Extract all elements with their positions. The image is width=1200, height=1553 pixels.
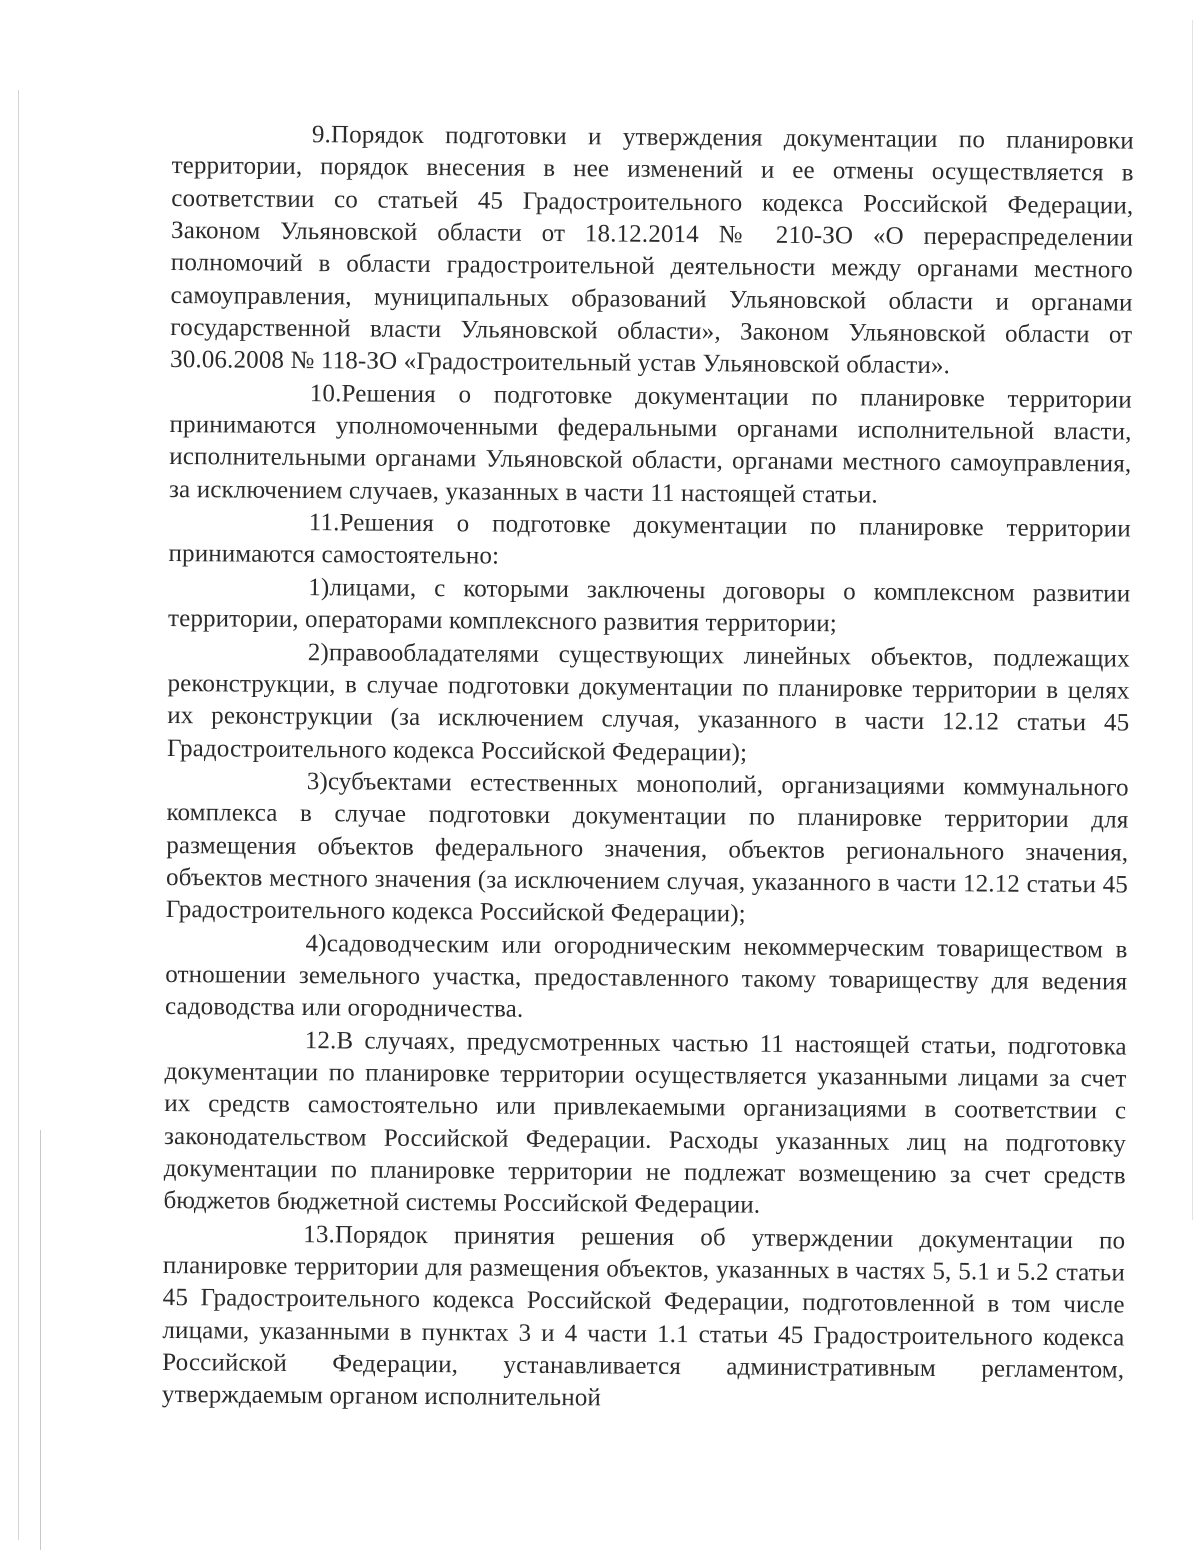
paragraph-10: [169, 377, 1132, 514]
list-item-text: садоводческим или огородническим некоммерческим товариществом в отношении земельного участка, предоставленного такому товариществу для ведения садоводства или огородничества.: [164, 929, 1128, 1024]
paragraph-text: В случаях, предусмотренных частью 11 настоящей статьи, подготовка документации по планировке территории осуществляется указанными лицами за счет их средств самостоятельно или привлекаемыми организациями в соответствии с законодательством Российской Федерации. Расходы указанных лиц на подготовку документации по планировке территории не подлежат возмещению за счет средств бюджетов бюджетной системы Российской Федерации.: [163, 1026, 1127, 1219]
paragraph-12: [163, 1024, 1126, 1226]
paragraph-9: [170, 118, 1134, 384]
list-item-text: лицами, с которыми заключены договоры о комплексном развитии территории, операторами комплексного развития территории;: [167, 574, 1131, 638]
paragraph-text: Порядок принятия решения об утверждении документации по планировке территории для размещения объектов, указанных в частях 5, 5.1 и 5.2 статьи 45 Градостроительного кодекса Российской Федерации, подготовленной в том числе лицами, указанными в пунктах 3 и 4 части 1.1 статьи 45 Градостроительного кодекса Российской Федерации, устанавливается административным регламентом, утверждаемым органом исполнительной: [161, 1221, 1126, 1412]
list-item-11-2: [167, 635, 1130, 772]
scan-edge-line: [18, 90, 19, 1540]
list-item-number: 2): [307, 638, 330, 666]
list-item-number: 3): [306, 767, 329, 796]
list-item-text: правообладателями существующих линейных объектов, подлежащих реконструкции, в случае подготовки документации по планировке территории в целях их реконструкции (за исключением случая, указанного в части 12.12 статьи 45 Градостроительного кодекса Российской Федерации);: [166, 638, 1130, 767]
paragraph-text: Порядок подготовки и утверждения документации по планировки территории, порядок внесения в нее изменений и ее отмены осуществляется в соответствии со статьей 45 Градостроительного кодекса Российской Федерации, Законом Ульяновской области от 18.12.2014 № 210-ЗО «О перераспределении полномочий в области градостроительной деятельности между органами местного самоуправления, муниципальных образований Ульяновской области и органами государственной власти Ульяновской области», Законом Ульяновской области от 30.06.2008 № 118-ЗО «Градостроительный устав Ульяновской области».: [169, 121, 1134, 380]
paragraph-number: 11.: [308, 509, 340, 537]
list-item-text: субъектами естественных монополий, организациями коммунального комплекса в случае подготовки документации по планировке территории для размещения объектов федерального значения, объектов регионального значения, объектов местного значения (за исключением случая, указанного в части 12.12 статьи 45 Градостроительного кодекса Российской Федерации);: [165, 768, 1129, 928]
paragraph-13: [162, 1218, 1125, 1420]
paragraph-number: 13.: [303, 1220, 336, 1249]
list-item-11-3: [166, 765, 1129, 934]
paragraph-11: [168, 506, 1130, 578]
scan-edge-line: [1192, 20, 1193, 1220]
paragraph-number: 10.: [309, 379, 342, 408]
list-item-number: 4): [305, 929, 327, 957]
paragraph-number: 12.: [304, 1026, 337, 1054]
paragraph-number: 9.: [311, 121, 332, 149]
list-item-11-1: [168, 571, 1130, 643]
list-item-11-4: [165, 927, 1128, 1032]
list-item-number: 1): [308, 573, 330, 602]
document-page: [162, 118, 1134, 1419]
scan-edge-line: [40, 1130, 41, 1550]
paragraph-text: Решения о подготовке документации по планировке территории принимаются самостоятельно:: [168, 509, 1131, 571]
paragraph-text: Решения о подготовке документации по планировке территории принимаются уполномоченными федеральными органами исполнительной власти, исполнительными органами Ульяновской области, органами местного самоуправления, за исключением случаев, указанных в части 11 настоящей статьи.: [168, 380, 1132, 509]
